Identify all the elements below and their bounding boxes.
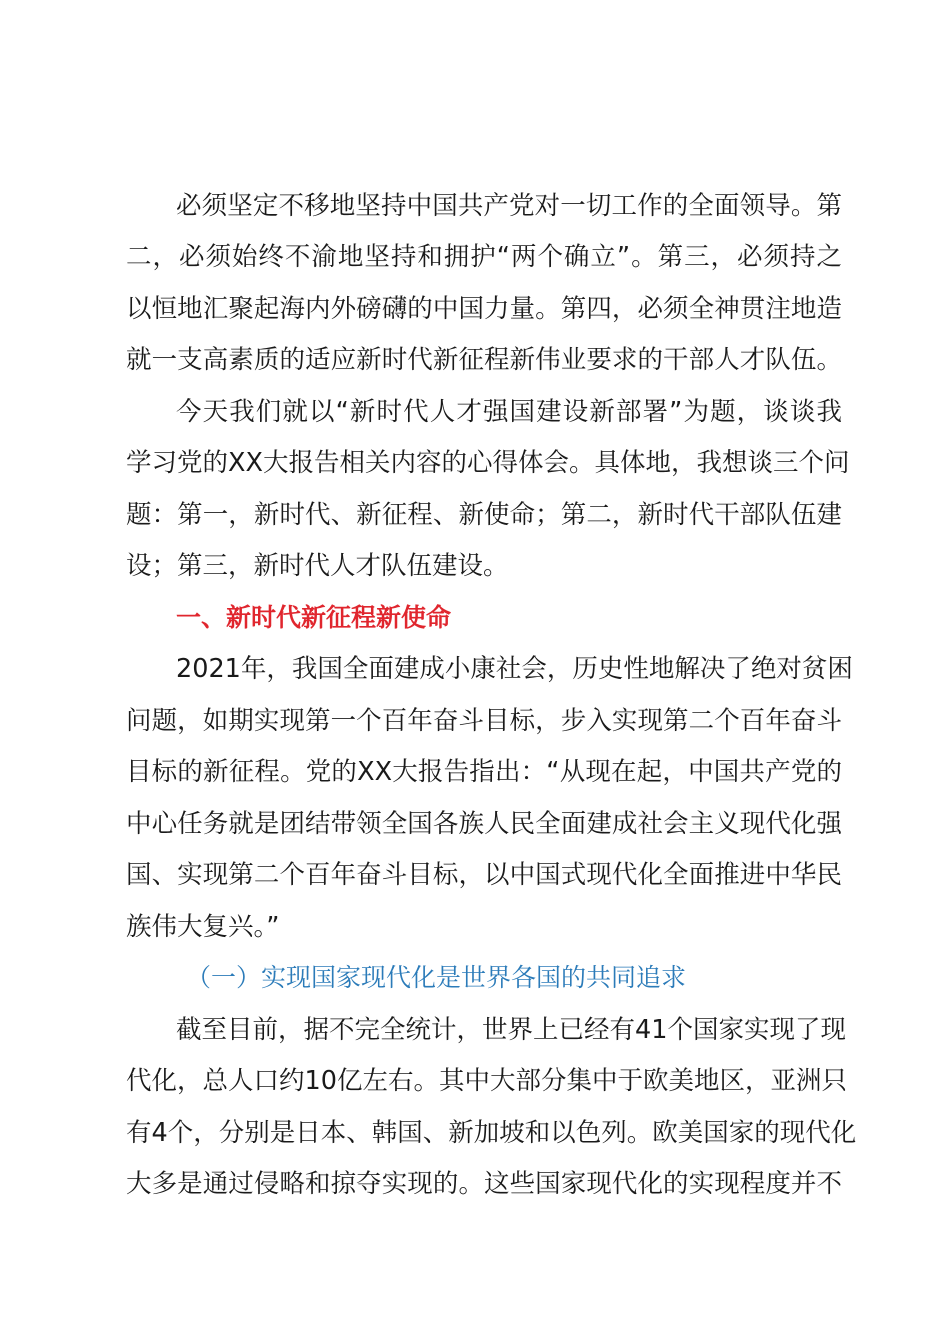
subsection-heading-1: （一）实现国家现代化是世界各国的共同追求 — [186, 963, 687, 992]
paragraph-2-line-1: 今天我们就以“新时代人才强国建设新部署”为题，谈谈我 — [176, 397, 842, 427]
paragraph-3-line-4: 中心任务就是团结带领全国各族人民全面建成社会主义现代化强 — [126, 809, 842, 839]
paragraph-1-line-4: 就一支高素质的适应新时代新征程新伟业要求的干部人才队伍。 — [126, 345, 842, 375]
paragraph-1-line-2: 二，必须始终不渝地坚持和拥护“两个确立”。第三，必须持之 — [126, 242, 842, 272]
paragraph-1-line-3: 以恒地汇聚起海内外磅礴的中国力量。第四，必须全神贯注地造 — [126, 294, 842, 324]
paragraph-3-line-1: 2021年，我国全面建成小康社会，历史性地解决了绝对贫困 — [176, 654, 853, 684]
paragraph-3-line-2: 问题，如期实现第一个百年奋斗目标，步入实现第二个百年奋斗 — [126, 706, 842, 736]
paragraph-4-line-4: 大多是通过侵略和掠夺实现的。这些国家现代化的实现程度并不 — [126, 1169, 842, 1199]
paragraph-3-line-5: 国、实现第二个百年奋斗目标，以中国式现代化全面推进中华民 — [126, 860, 842, 890]
paragraph-2-line-3: 题：第一，新时代、新征程、新使命；第二，新时代干部队伍建 — [126, 500, 842, 530]
paragraph-3-line-3: 目标的新征程。党的XX大报告指出：“从现在起，中国共产党的 — [126, 757, 842, 787]
paragraph-4-line-1: 截至目前，据不完全统计，世界上已经有41个国家实现了现 — [176, 1015, 846, 1045]
section-heading-1: 一、新时代新征程新使命 — [176, 603, 452, 632]
paragraph-1-line-1: 必须坚定不移地坚持中国共产党对一切工作的全面领导。第 — [176, 191, 842, 221]
paragraph-4-line-2: 代化，总人口约10亿左右。其中大部分集中于欧美地区，亚洲只 — [126, 1066, 847, 1096]
paragraph-4-line-3: 有4个，分别是日本、韩国、新加坡和以色列。欧美国家的现代化 — [126, 1118, 857, 1148]
paragraph-2-line-2: 学习党的XX大报告相关内容的心得体会。具体地，我想谈三个问 — [126, 448, 850, 478]
paragraph-3-line-6: 族伟大复兴。” — [126, 912, 280, 942]
paragraph-2-line-4: 设；第三，新时代人才队伍建设。 — [126, 551, 509, 581]
